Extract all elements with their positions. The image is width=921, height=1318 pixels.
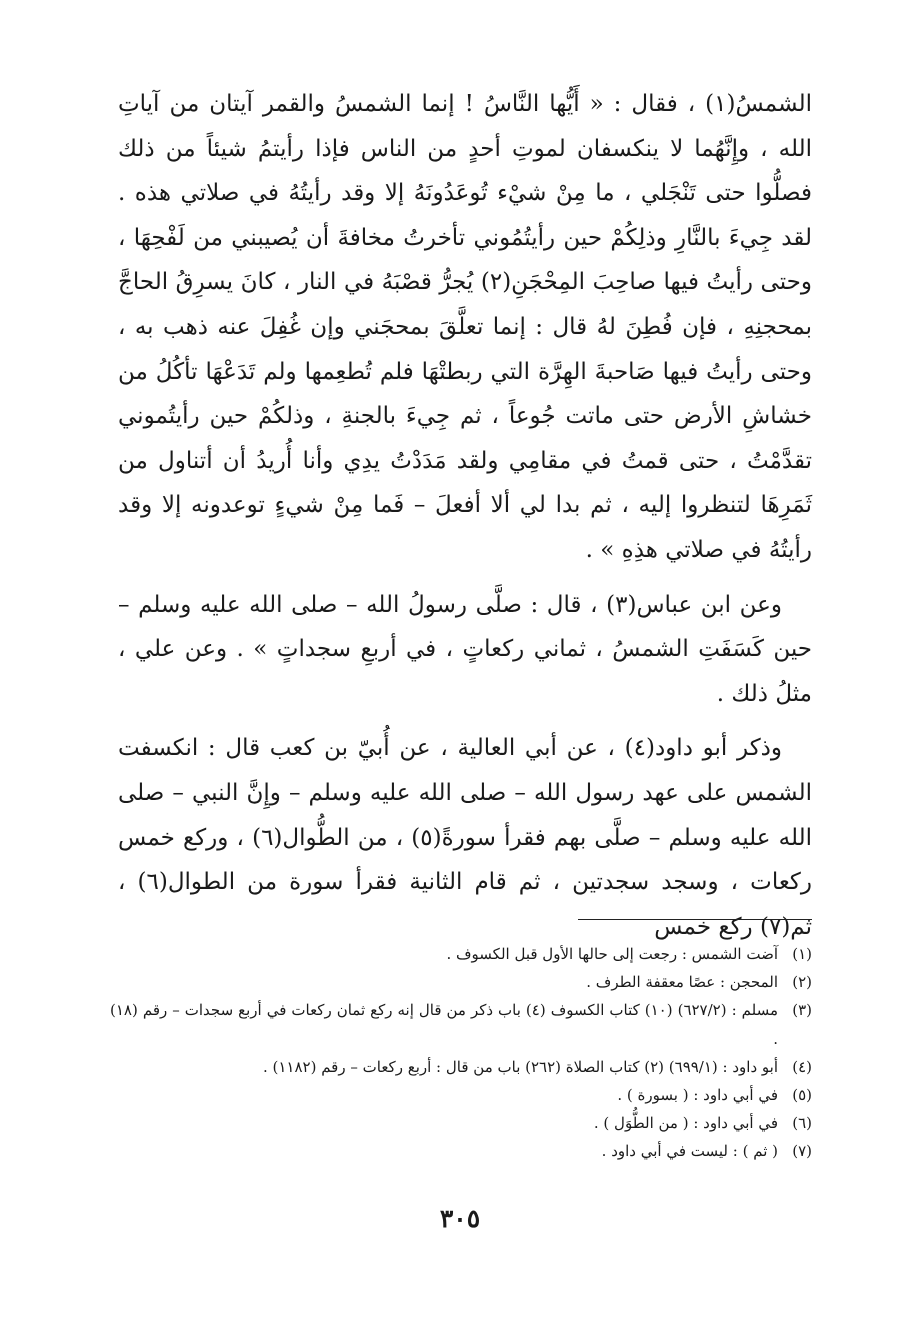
- footnote: [110, 1137, 812, 1165]
- page-number: ٣٠٥: [439, 1204, 481, 1233]
- main-text: [118, 82, 812, 949]
- footnote: [110, 968, 812, 996]
- footnote: [110, 940, 812, 968]
- footnote-text: مسلم : (٦٢٧/٢) (١٠) كتاب الكسوف (٤) باب ذكر من قال إنه ركع ثمان ركعات في أربع سجدات – رقم (١٨) .: [110, 1001, 778, 1048]
- footnote-text: المحجن : عصًا معقفة الطرف .: [586, 973, 778, 992]
- footnote: [110, 1053, 812, 1081]
- footnote-text: في أبي داود : ( بسورة ) .: [617, 1086, 778, 1105]
- footnote-number: (١): [792, 945, 812, 963]
- footnote-number: (٣): [792, 1001, 812, 1020]
- footnote-number: (٤): [792, 1057, 812, 1076]
- footnote-text: أبو داود : (٦٩٩/١) (٢) كتاب الصلاة (٢٦٢) باب من قال : أربع ركعات – رقم (١١٨٢) .: [262, 1057, 778, 1076]
- footnote-divider: [578, 919, 812, 920]
- footnote-text: آضت الشمس : رجعت إلى حالها الأول قبل الكسوف .: [446, 945, 778, 963]
- footnote-number: (٦): [792, 1114, 812, 1133]
- footnote: [110, 1081, 812, 1109]
- footnotes-list: [110, 940, 812, 1166]
- footnote-text: في أبي داود : ( من الطُّوَل ) .: [593, 1114, 778, 1133]
- footnote: [110, 1109, 812, 1137]
- footnote-number: (٧): [792, 1142, 812, 1161]
- footnote-number: (٢): [792, 973, 812, 992]
- paragraph: الشمسُ(١) ، فقال : « أَيُّها النَّاسُ ! إنما الشمسُ والقمر آيتان من آياتِ الله ، وإِنَّهُما لا ينكسفان لموتِ أحدٍ من الناس فإذا رأيتمُ شيئاً من ذلك فصلُّوا حتى تَنْجَلي ، ما مِنْ شيْء تُوعَدُونَهُ إلا وقد رأيتُهُ في صلاتي هذه . لقد جِيءَ بالنَّارِ وذلِكُمْ حين رأيتُمُوني تأخرتُ مخافةَ أن يُصيبني من لَفْحِهَا ، وحتى رأيتُ فيها صاحِبَ المِحْجَنِ(٢) يُجرُّ قصْبَهُ في النار ، كانَ يسرِقُ الحاجَّ بمحجنِهِ ، فإن فُطِنَ لهُ قال : إنما تعلَّقَ بمحجَني وإن غُفِلَ عنه ذهب به ، وحتى رأيتُ فيها صَاحبةَ الهِرَّة التي ربطتْهَا فلم تُطعِمها ولم تَدَعْهَا تأكُلُ من خشاشِ الأرض حتى ماتت جُوعاً ، ثم جِيءَ بالجنةِ ، وذلكُمْ حين رأيتُموني تقدَّمْتُ ، حتى قمتُ في مقامِي ولقد مَدَدْتُ يدِي وأنا أُريدُ أن أتناول من ثَمَرِهَا لتنظروا إليه ، ثم بدا لي ألا أفعلَ – فَما مِنْ شيءٍ توعدونه إلا وقد رأيتُهُ في صلاتي هذِهِ » .: [118, 91, 812, 563]
- footnote-number: (٥): [792, 1086, 812, 1105]
- paragraph: وذكر أبو داود(٤) ، عن أبي العالية ، عن أُبيّ بن كعب قال : انكسفت الشمس على عهد رسول الله – صلى الله عليه وسلم – وإِنَّ النبي – صلى الله عليه وسلم – صلَّى بهم فقرأ سورةً(٥) ، من الطُّوال(٦) ، وركع خمس ركعات ، وسجد سجدتين ، ثم قام الثانية فقرأ سورة من الطوال(٦) ، ثم(٧) ركع خمس: [118, 735, 812, 940]
- footnote-text: ( ثم ) : ليست في أبي داود .: [601, 1142, 778, 1161]
- footnote: [110, 996, 812, 1052]
- paragraph: وعن ابن عباس(٣) ، قال : صلَّى رسولُ الله – صلى الله عليه وسلم – حين كَسَفَتِ الشمسُ ، ثماني ركعاتٍ ، في أربعِ سجداتٍ » . وعن علي ، مثلُ ذلك .: [118, 591, 812, 707]
